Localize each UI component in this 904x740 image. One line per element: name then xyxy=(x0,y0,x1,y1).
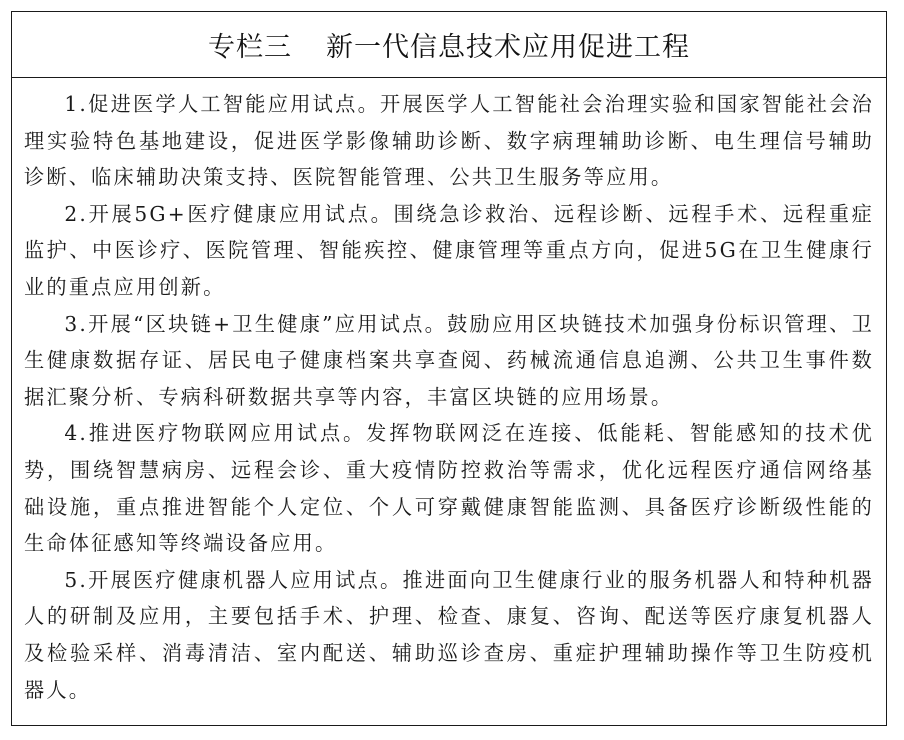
column-content xyxy=(12,78,886,708)
paragraph-ai-pilot: 1.促进医学人工智能应用试点。开展医学人工智能社会治理实验和国家智能社会治理实验特色基地建设，促进医学影像辅助诊断、数字病理辅助诊断、电生理信号辅助诊断、临床辅助决策支持、医院智能管理、公共卫生服务等应用。 xyxy=(24,92,874,190)
column-label: 专栏三 xyxy=(208,32,292,63)
paragraph-blockchain-pilot: 3.开展“区块链+卫生健康”应用试点。鼓励应用区块链技术加强身份标识管理、卫生健康数据存证、居民电子健康档案共享查阅、药械流通信息追溯、公共卫生事件数据汇聚分析、专病科研数据共享等内容，丰富区块链的应用场景。 xyxy=(24,311,874,409)
column-box xyxy=(11,11,887,726)
column-title xyxy=(12,12,886,78)
paragraph-iot-pilot: 4.推进医疗物联网应用试点。发挥物联网泛在连接、低能耗、智能感知的技术优势，围绕智慧病房、远程会诊、重大疫情防控救治等需求，优化远程医疗通信网络基础设施，重点推进智能个人定位、个人可穿戴健康智能监测、具备医疗诊断级性能的生命体征感知等终端设备应用。 xyxy=(24,421,874,556)
column-title-text: 新一代信息技术应用促进工程 xyxy=(326,32,690,63)
paragraph-robot-pilot: 5.开展医疗健康机器人应用试点。推进面向卫生健康行业的服务机器人和特种机器人的研制及应用，主要包括手术、护理、检查、康复、咨询、配送等医疗康复机器人及检验采样、消毒清洁、室内配送、辅助巡诊查房、重症护理辅助操作等卫生防疫机器人。 xyxy=(24,567,874,702)
paragraph-5g-pilot: 2.开展5G+医疗健康应用试点。围绕急诊救治、远程诊断、远程手术、远程重症监护、中医诊疗、医院管理、智能疾控、健康管理等重点方向，促进5G在卫生健康行业的重点应用创新。 xyxy=(24,201,874,299)
